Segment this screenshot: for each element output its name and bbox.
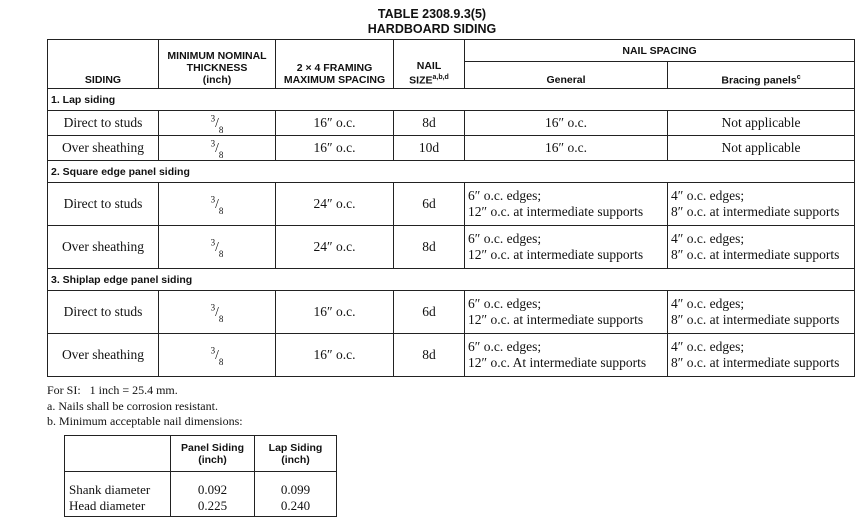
nail-size-footnote-ref: a,b,d [432,73,449,81]
framing-cell: 24″ o.c. [276,183,394,226]
thickness-cell: $^3/_8$ [159,334,276,377]
nail-header-blank [65,436,171,472]
table-row [48,136,855,161]
header-bracing: Bracing panels$^c$ [668,62,855,89]
siding-cell: Direct to studs [48,111,159,136]
general-spacing-cell: 6″ o.c. edges; 12″ o.c. at intermediate supports [465,291,668,334]
thickness-cell: $^3/_8$ [159,291,276,334]
thickness-cell: $^3/_8$ [159,183,276,226]
siding-cell: Direct to studs [48,291,159,334]
bracing-spacing-cell: Not applicable [668,111,855,136]
bracing-spacing-cell: 4″ o.c. edges; 8″ o.c. at intermediate supports [668,291,855,334]
nail-size-cell: 8d [394,226,465,269]
table-title-block [0,7,864,37]
bracing-spacing-cell: 4″ o.c. edges; 8″ o.c. at intermediate supports [668,226,855,269]
nail-header-panel: Panel Siding (inch) [171,436,255,472]
table-row [48,334,855,377]
nail-dimensions-table [64,435,337,517]
framing-cell: 16″ o.c. [276,334,394,377]
general-spacing-cell: 16″ o.c. [465,136,668,161]
table-row [48,111,855,136]
header-thickness: MINIMUM NOMINAL THICKNESS (inch) [159,40,276,89]
thickness-cell: $^3/_8$ [159,226,276,269]
note-b: b. Minimum acceptable nail dimensions: [47,414,243,428]
section-title: 1. Lap siding [48,89,855,111]
framing-cell: 16″ o.c. [276,291,394,334]
framing-cell: 16″ o.c. [276,136,394,161]
general-spacing-cell: 6″ o.c. edges; 12″ o.c. at intermediate supports [465,226,668,269]
bracing-spacing-cell: Not applicable [668,136,855,161]
siding-cell: Direct to studs [48,183,159,226]
bracing-spacing-cell: 4″ o.c. edges; 8″ o.c. at intermediate supports [668,183,855,226]
framing-cell: 24″ o.c. [276,226,394,269]
note-a: a. Nails shall be corrosion resistant. [47,398,218,413]
general-spacing-cell: 16″ o.c. [465,111,668,136]
header-nail-size: NAIL SIZE$^{a,b,d}$ [394,40,465,89]
section-title: 3. Shiplap edge panel siding [48,269,855,291]
nail-size-cell: 8d [394,111,465,136]
header-nail-spacing: NAIL SPACING [465,40,855,62]
nail-size-cell: 6d [394,291,465,334]
nail-labels: Shank diameter Head diameter [65,472,171,517]
siding-cell: Over sheathing [48,136,159,161]
header-siding: SIDING [48,40,159,89]
nail-size-cell: 10d [394,136,465,161]
nail-lap-values: 0.099 0.240 [255,472,337,517]
table-row [48,226,855,269]
general-spacing-cell: 6″ o.c. edges; 12″ o.c. At intermediate supports [465,334,668,377]
table-body [48,89,855,377]
thickness-cell: $^3/_8$ [159,111,276,136]
nail-size-cell: 8d [394,334,465,377]
table-subtitle: HARDBOARD SIDING [367,22,497,36]
nail-size-cell: 6d [394,183,465,226]
nail-panel-values: 0.092 0.225 [171,472,255,517]
footnotes [47,383,243,430]
siding-cell: Over sheathing [48,334,159,377]
header-general: General [465,62,668,89]
bracing-spacing-cell: 4″ o.c. edges; 8″ o.c. at intermediate supports [668,334,855,377]
table-row [48,291,855,334]
nail-header-lap: Lap Siding (inch) [255,436,337,472]
bracing-footnote-ref: c [796,73,801,81]
header-framing: 2 × 4 FRAMING MAXIMUM SPACING [276,40,394,89]
table-title: TABLE 2308.9.3(5) [377,7,487,21]
section-title: 2. Square edge panel siding [48,161,855,183]
note-si: For SI: 1 inch = 25.4 mm. [47,383,178,397]
siding-cell: Over sheathing [48,226,159,269]
table-row [48,183,855,226]
hardboard-siding-table [47,39,855,377]
framing-cell: 16″ o.c. [276,111,394,136]
thickness-cell: $^3/_8$ [159,136,276,161]
general-spacing-cell: 6″ o.c. edges; 12″ o.c. at intermediate supports [465,183,668,226]
